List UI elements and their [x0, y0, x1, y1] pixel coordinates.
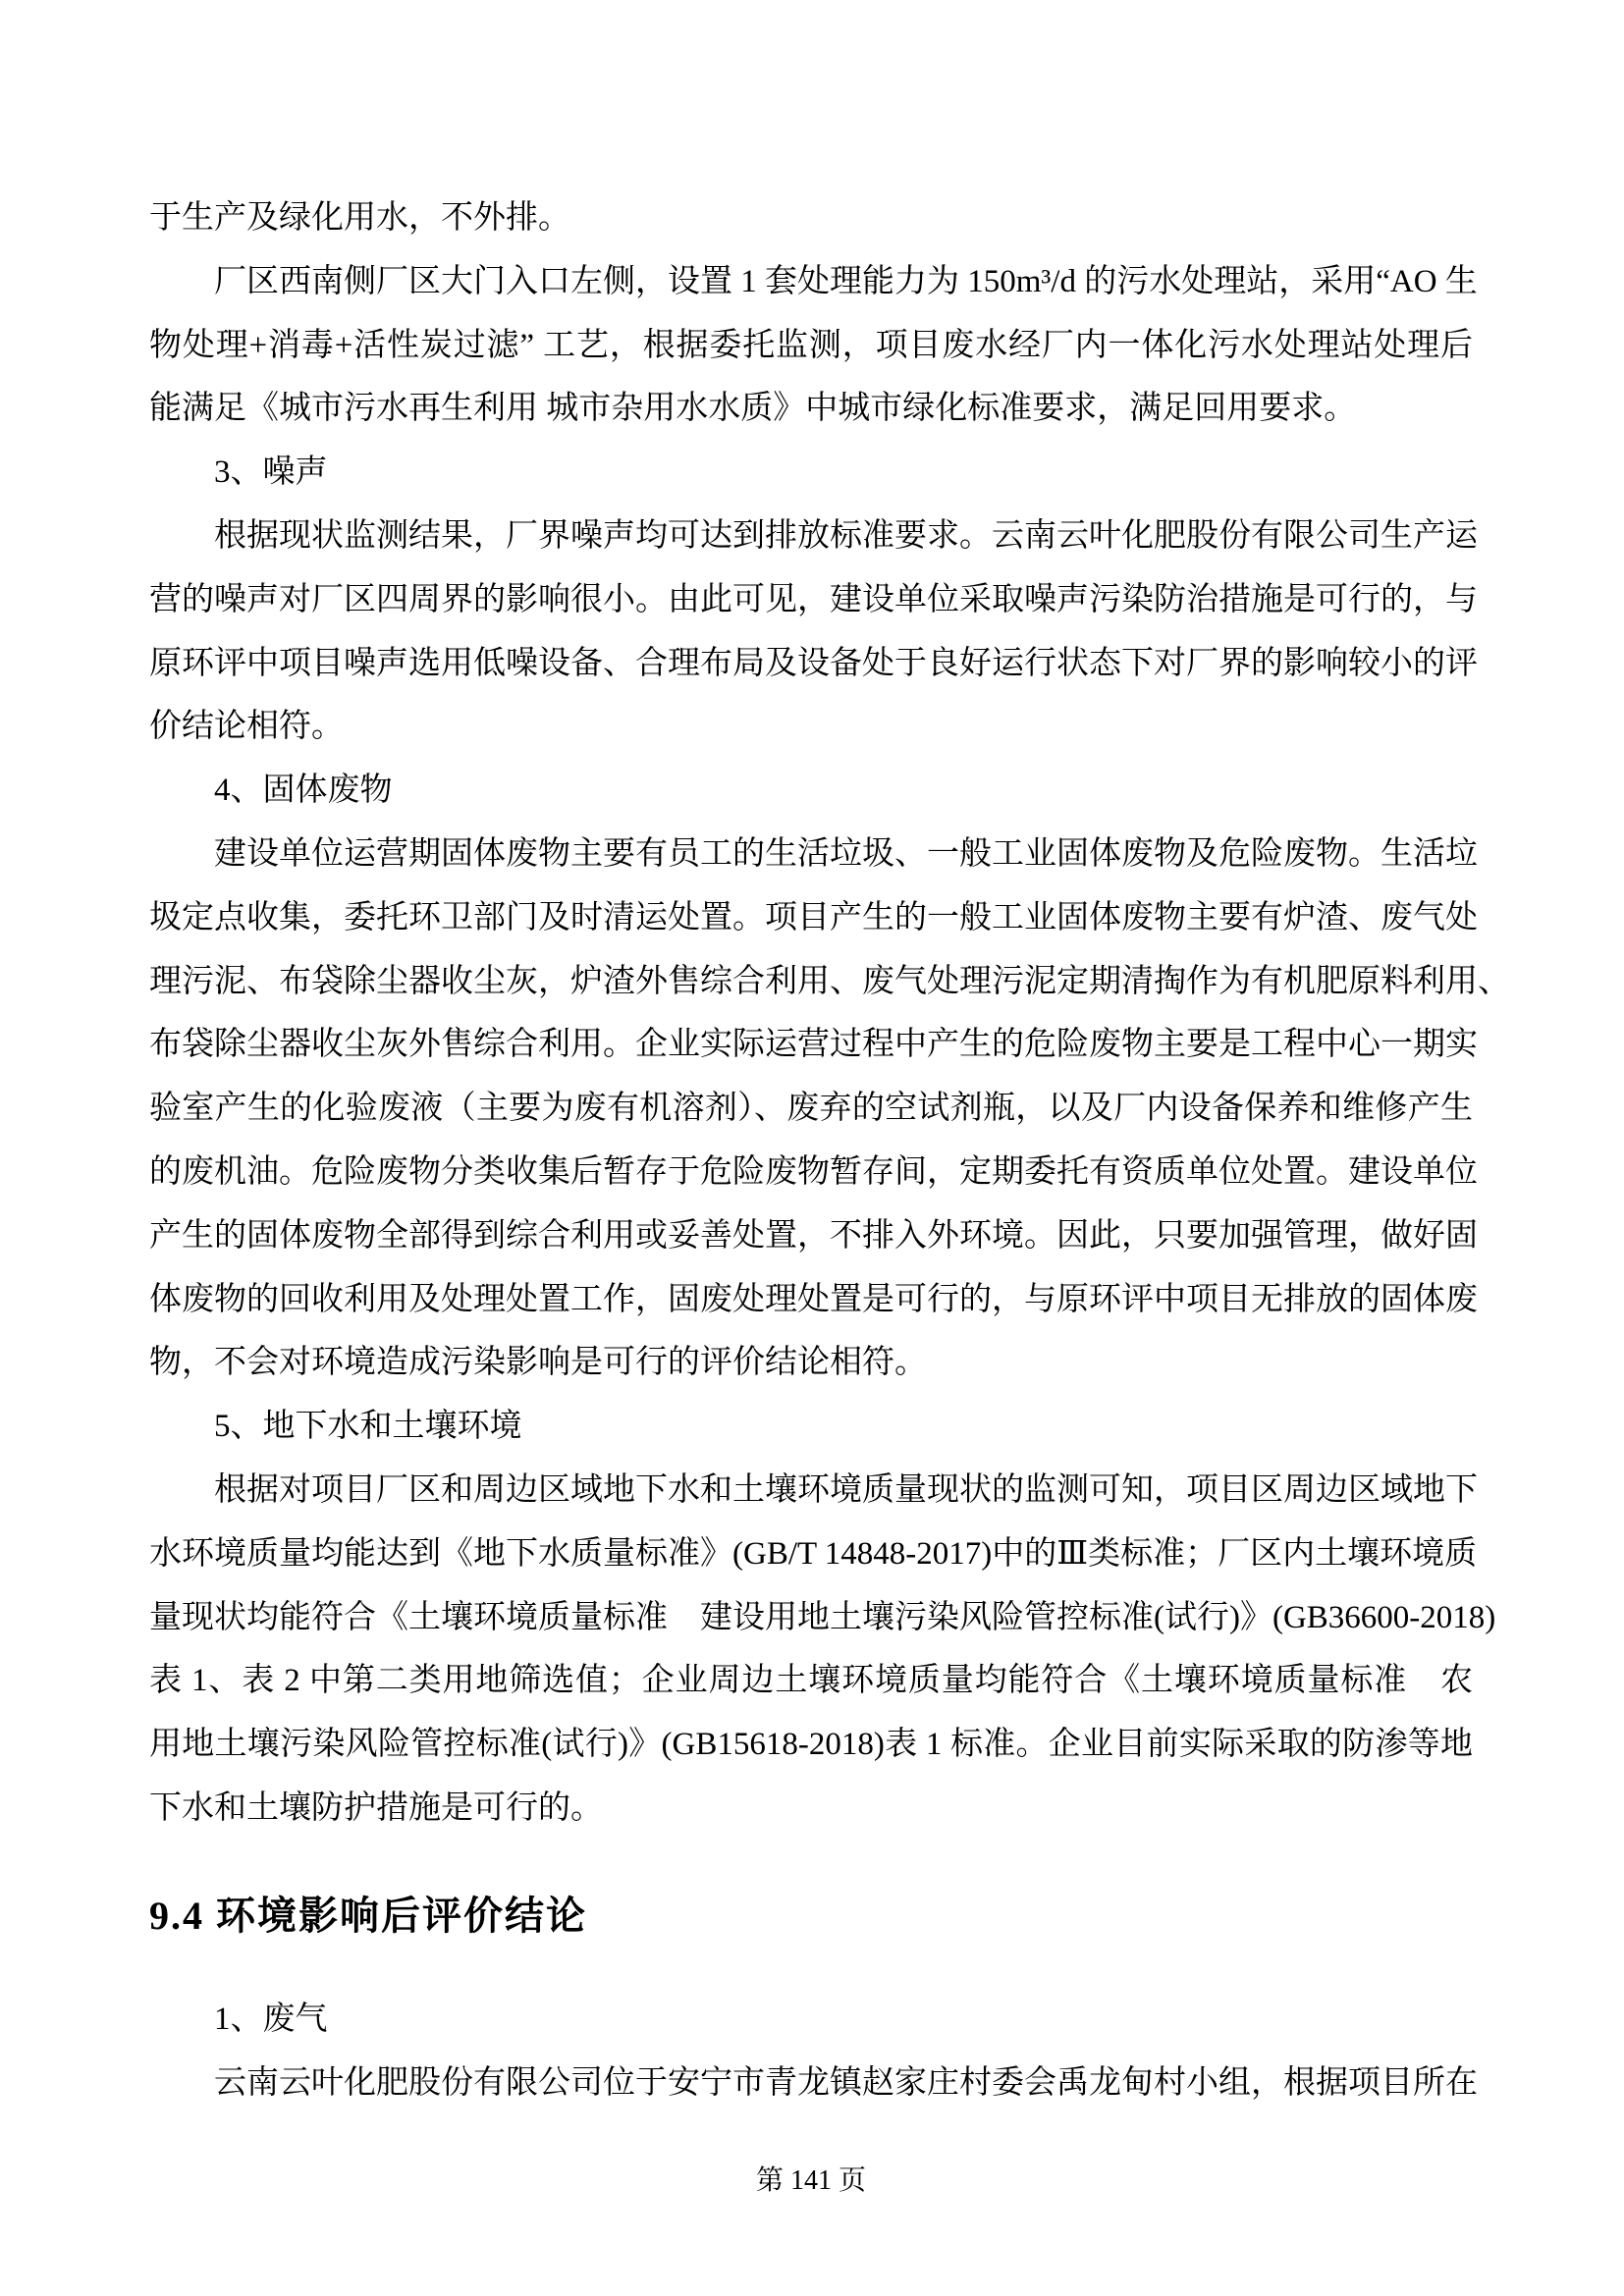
text-line: 圾定点收集，委托环卫部门及时清运处置。项目产生的一般工业固体废物主要有炉渣、废气处 — [149, 899, 1478, 935]
text-line: 厂区西南侧厂区大门入口左侧，设置 1 套处理能力为 150m³/d 的污水处理站，采用“AO 生 — [214, 263, 1478, 299]
text-line: 4、固体废物 — [214, 773, 393, 809]
page-footer — [149, 2162, 1473, 2201]
text-line: 产生的固体废物全部得到综合利用或妥善处置，不排入外环境。因此，只要加强管理，做好固 — [149, 1217, 1478, 1254]
text-line: 物处理+消毒+活性炭过滤” 工艺，根据委托监测，项目废水经厂内一体化污水处理站处理后 — [149, 327, 1473, 363]
text-line: 根据对项目厂区和周边区域地下水和土壤环境质量现状的监测可知，项目区周边区域地下 — [214, 1471, 1478, 1508]
text-line: 布袋除尘器收尘灰外售综合利用。企业实际运营过程中产生的危险废物主要是工程中心一期实 — [149, 1027, 1478, 1063]
text-line: 价结论相符。 — [149, 709, 344, 745]
text-line: 云南云叶化肥股份有限公司位于安宁市青龙镇赵家庄村委会禹龙甸村小组，根据项目所在 — [214, 2064, 1478, 2101]
page-body — [149, 187, 1510, 1841]
post-heading-body — [149, 1988, 1478, 2115]
text-line: 1、废气 — [214, 2002, 328, 2037]
text-line: 的废机油。危险废物分类收集后暂存于危险废物暂存间，定期委托有资质单位处置。建设单位 — [149, 1153, 1478, 1190]
section-heading: 9.4 环境影响后评价结论 — [149, 1893, 587, 1938]
text-line: 物，不会对环境造成污染影响是可行的评价结论相符。 — [149, 1345, 927, 1381]
text-line: 3、噪声 — [214, 454, 328, 491]
page-number: 第 141 页 — [755, 2165, 866, 2196]
text-line: 建设单位运营期固体废物主要有员工的生活垃圾、一般工业固体废物及危险废物。生活垃 — [214, 835, 1478, 872]
text-line: 量现状均能符合《土壤环境质量标准 建设用地土壤污染风险管控标准(试行)》(GB36600-2018) — [149, 1599, 1496, 1635]
text-line: 营的噪声对厂区四周界的影响很小。由此可见，建设单位采取噪声污染防治措施是可行的，与 — [149, 581, 1478, 617]
text-line: 体废物的回收利用及处理处置工作，固废处理处置是可行的，与原环评中项目无排放的固体废 — [149, 1281, 1478, 1317]
text-line: 5、地下水和土壤环境 — [214, 1409, 522, 1445]
text-line: 水环境质量均能达到《地下水质量标准》(GB/T 14848-2017)中的Ⅲ类标准；厂区内土壤环境质 — [149, 1535, 1478, 1572]
text-line: 能满足《城市污水再生利用 城市杂用水水质》中城市绿化标准要求，满足回用要求。 — [149, 391, 1357, 427]
text-line: 下水和土壤防护措施是可行的。 — [149, 1789, 603, 1826]
text-line: 理污泥、布袋除尘器收尘灰，炉渣外售综合利用、废气处理污泥定期清掏作为有机肥原料利用、 — [149, 963, 1510, 999]
text-line: 原环评中项目噪声选用低噪设备、合理布局及设备处于良好运行状态下对厂界的影响较小的评 — [149, 645, 1478, 681]
text-line: 根据现状监测结果，厂界噪声均可达到排放标准要求。云南云叶化肥股份有限公司生产运 — [214, 517, 1478, 554]
text-line: 用地土壤污染风险管控标准(试行)》(GB15618-2018)表 1 标准。企业目前实际采取的防渗等地 — [149, 1727, 1473, 1763]
text-line: 验室产生的化验废液（主要为废有机溶剂）、废弃的空试剂瓶，以及厂内设备保养和维修产生 — [149, 1091, 1473, 1127]
text-line: 于生产及绿化用水，不外排。 — [149, 200, 570, 236]
text-line: 表 1、表 2 中第二类用地筛选值；企业周边土壤环境质量均能符合《土壤环境质量标准 农 — [149, 1663, 1473, 1699]
